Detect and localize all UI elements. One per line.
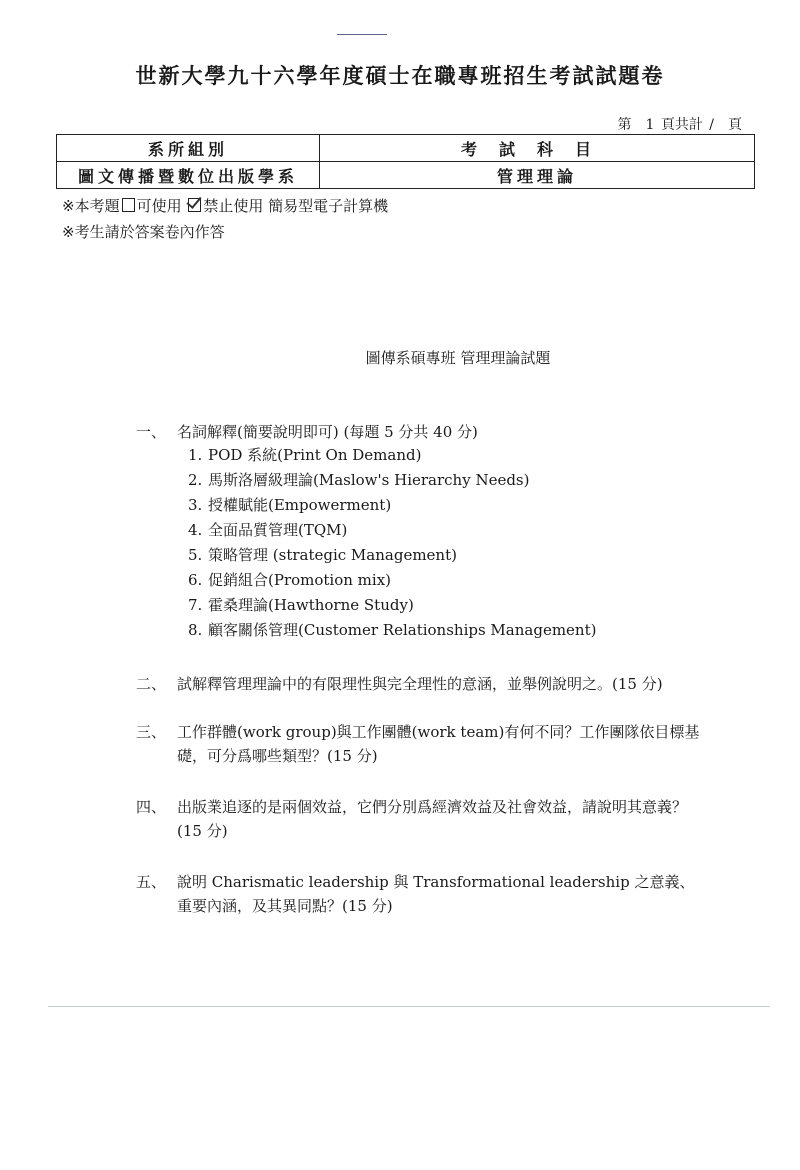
question-number: 五、 bbox=[136, 873, 167, 891]
question-number: 三、 bbox=[136, 723, 167, 741]
term-list bbox=[188, 443, 596, 643]
calc-note-suffix: 簡易型電子計算機 bbox=[268, 197, 389, 215]
list-item: 6. 促銷組合(Promotion mix) bbox=[188, 571, 392, 589]
list-item: 4. 全面品質管理(TQM) bbox=[188, 521, 348, 539]
bottom-divider bbox=[48, 1006, 770, 1007]
question-number: 四、 bbox=[136, 798, 167, 816]
question-text: 出版業追逐的是兩個效益，它們分別爲經濟效益及社會效益，請說明其意義？(15 分) bbox=[177, 798, 688, 840]
question-number: 一、 bbox=[136, 423, 167, 441]
exam-info-table bbox=[56, 134, 755, 189]
subject-cell: 管理理論 bbox=[320, 162, 755, 189]
calc-allowed-checkbox bbox=[122, 198, 135, 212]
question-text: 工作群體(work group)與工作團體(work team)有何不同？工作團隊依目標基礎，可分爲哪些類型？(15 分) bbox=[177, 723, 700, 765]
top-decorative-line bbox=[337, 34, 387, 35]
question-text: 說明 Charismatic leadership 與 Transformational leadership 之意義、重要內涵，及其異同點？(15 分) bbox=[177, 873, 695, 915]
calc-note-prefix: ※本考題 bbox=[62, 197, 120, 215]
department-header-cell: 系所組別 bbox=[57, 135, 320, 162]
list-item: 3. 授權賦能(Empowerment) bbox=[188, 496, 392, 514]
answer-sheet-note: ※考生請於答案卷內作答 bbox=[62, 223, 225, 241]
calculator-note bbox=[62, 195, 388, 216]
list-item: 7. 霍桑理論(Hawthorne Study) bbox=[188, 596, 414, 614]
calc-forbidden-label: 禁止使用 bbox=[203, 197, 264, 215]
table-value-row bbox=[57, 162, 755, 189]
question-text: 試解釋管理理論中的有限理性與完全理性的意涵，並舉例說明之。(15 分) bbox=[177, 675, 663, 693]
list-item: 5. 策略管理 (strategic Management) bbox=[188, 546, 457, 564]
list-item: 1. POD 系統(Print On Demand) bbox=[188, 446, 422, 464]
exam-title: 圖傳系碩專班 管理理論試題 bbox=[365, 349, 551, 367]
calc-allowed-label: 可使用 bbox=[136, 197, 182, 215]
subject-header-cell: 考試科目 bbox=[320, 135, 755, 162]
calc-forbidden-checkbox bbox=[188, 198, 201, 212]
table-header-row bbox=[57, 135, 755, 162]
question-number: 二、 bbox=[136, 675, 167, 693]
question-text: 名詞解釋(簡要說明即可) (每題 5 分共 40 分) bbox=[177, 423, 478, 441]
page-title: 世新大學九十六學年度碩士在職專班招生考試試題卷 bbox=[135, 64, 665, 88]
page-number-info: 第 1 頁共計 / 頁 bbox=[617, 117, 742, 133]
list-item: 2. 馬斯洛層級理論(Maslow's Hierarchy Needs) bbox=[188, 471, 530, 489]
department-cell: 圖文傳播暨數位出版學系 bbox=[57, 162, 320, 189]
list-item: 8. 顧客關係管理(Customer Relationships Management) bbox=[188, 621, 597, 639]
